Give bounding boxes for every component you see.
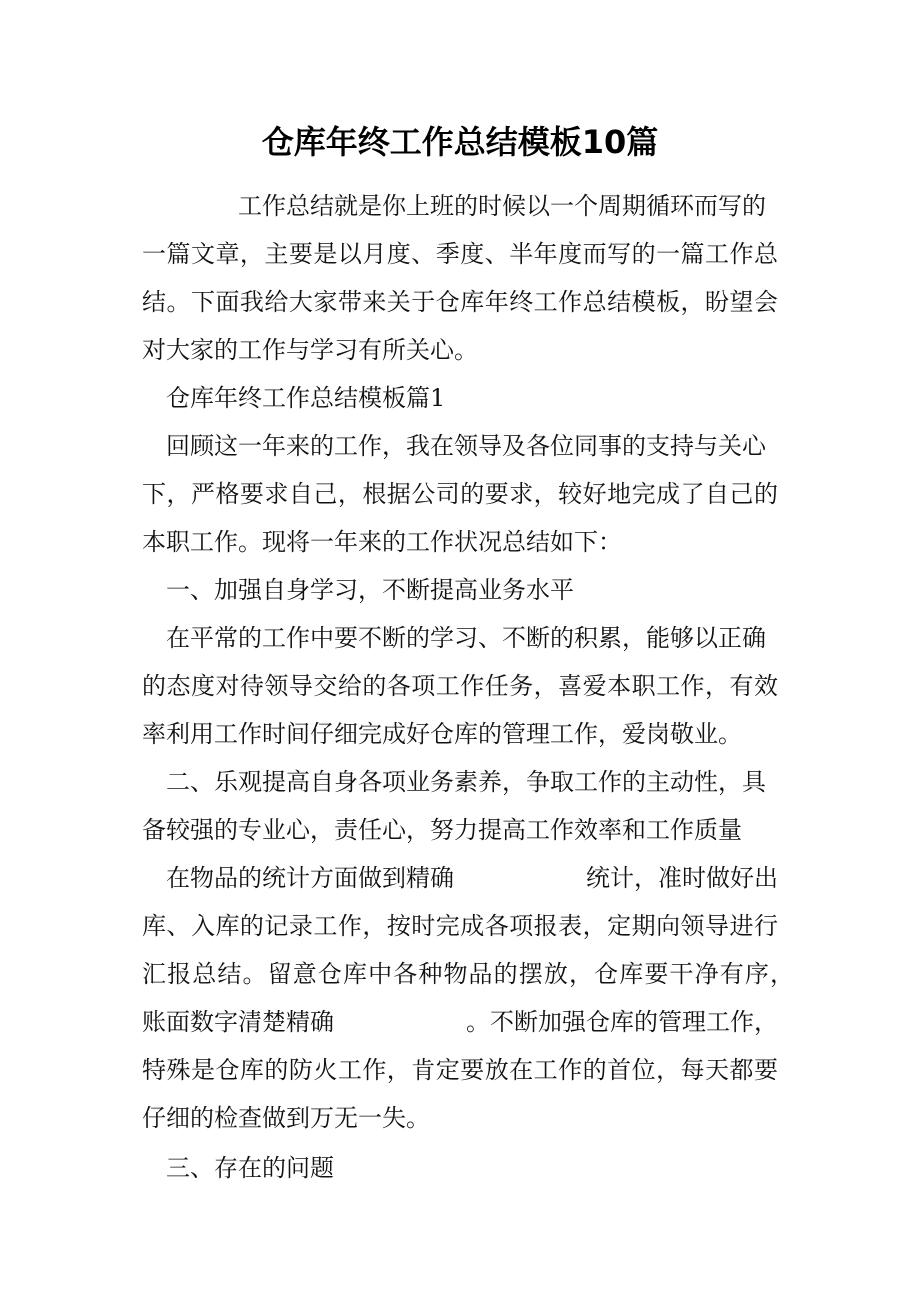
text-line: 率利用工作时间仔细完成好仓库的管理工作，爱岗敬业。	[142, 720, 742, 748]
text-line: 结。下面我给大家带来关于仓库年终工作总结模板，盼望会	[142, 288, 778, 316]
text-line: 对大家的工作与学习有所关心。	[142, 336, 478, 364]
section-title: 仓库年终工作总结模板篇1	[166, 384, 446, 412]
text-line: 。不断加强仓库的管理工作，	[466, 1008, 778, 1036]
text-line: 的态度对待领导交给的各项工作任务，喜爱本职工作，有效	[142, 672, 778, 700]
document-title: 仓库年终工作总结模板10篇	[261, 123, 659, 161]
text-line: 一篇文章，主要是以月度、季度、半年度而写的一篇工作总	[142, 240, 778, 268]
text-line: 在物品的统计方面做到精确	[166, 864, 454, 892]
heading-one: 一、加强自身学习，不断提高业务水平	[166, 576, 574, 604]
text-line: 账面数字清楚精确	[142, 1008, 334, 1036]
text-line: 本职工作。现将一年来的工作状况总结如下：	[142, 528, 622, 556]
text-line: 下，严格要求自己，根据公司的要求，较好地完成了自己的	[142, 480, 778, 508]
heading-three: 三、存在的问题	[166, 1154, 334, 1182]
text-line: 库、入库的记录工作，按时完成各项报表，定期向领导进行	[142, 912, 778, 940]
text-line: 统计，准时做好出	[586, 864, 778, 892]
text-line: 二、乐观提高自身各项业务素养，争取工作的主动性，具	[166, 768, 766, 796]
text-line: 回顾这一年来的工作，我在领导及各位同事的支持与关心	[166, 432, 766, 460]
text-line: 仔细的检查做到万无一失。	[142, 1104, 430, 1132]
text-line: 特殊是仓库的防火工作，肯定要放在工作的首位，每天都要	[142, 1056, 778, 1084]
text-line: 工作总结就是你上班的时候以一个周期循环而写的	[238, 192, 766, 220]
text-line: 备较强的专业心，责任心，努力提高工作效率和工作质量	[142, 816, 742, 844]
text-line: 在平常的工作中要不断的学习、不断的积累，能够以正确	[166, 624, 766, 652]
text-line: 汇报总结。留意仓库中各种物品的摆放，仓库要干净有序，	[142, 960, 794, 988]
